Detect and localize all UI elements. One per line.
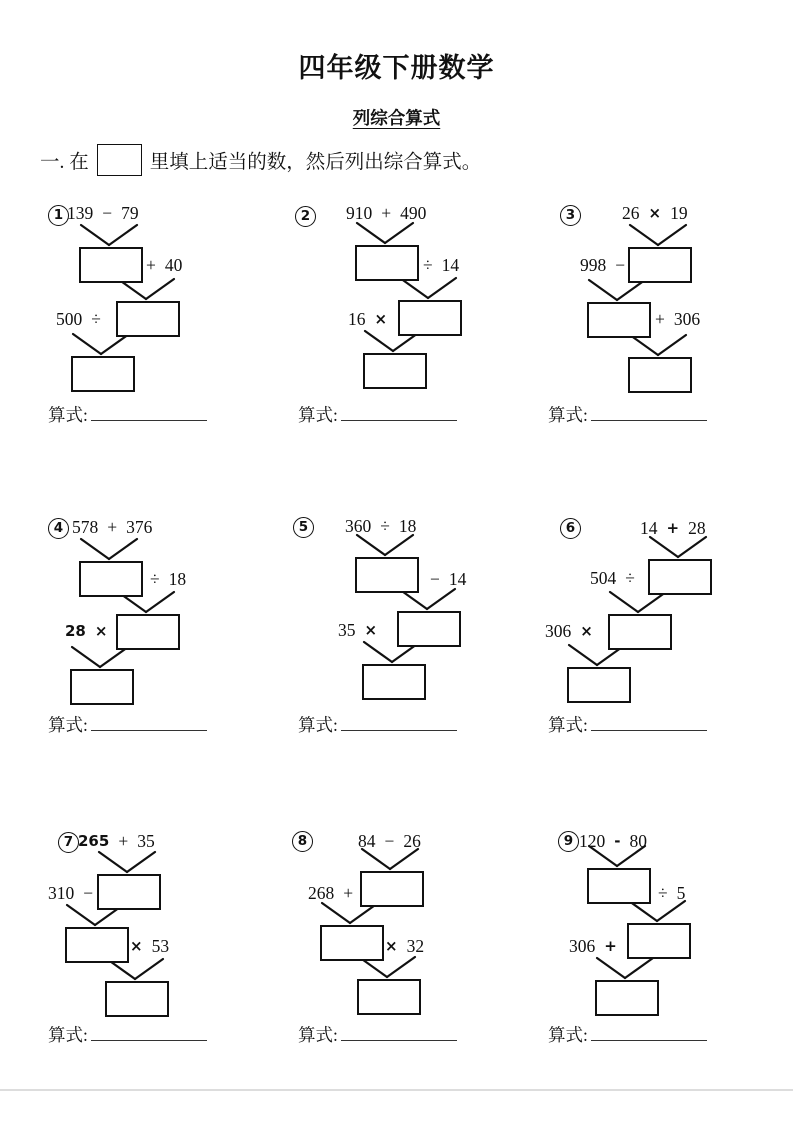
problem-expression <box>345 518 416 536</box>
blank-box-2[interactable] <box>65 927 129 963</box>
operation-segment: 998 <box>580 255 607 275</box>
operation-segment: + <box>604 937 617 955</box>
blank-box-2[interactable] <box>398 300 462 336</box>
problem-expression <box>640 520 706 538</box>
operation-label-1 <box>590 570 635 588</box>
blank-box-1[interactable] <box>355 245 419 281</box>
problem-number-badge: 3 <box>560 205 581 226</box>
expression-segment: 376 <box>126 517 153 537</box>
blank-box-1[interactable] <box>79 561 143 597</box>
blank-box-1[interactable] <box>648 559 712 595</box>
operation-segment: 14 <box>448 569 467 589</box>
expression-segment: 80 <box>629 831 647 851</box>
operation-label-2 <box>655 311 700 329</box>
answer-line <box>548 712 707 737</box>
operation-segment: 53 <box>151 936 170 956</box>
instruction-example-blank-box <box>97 144 142 176</box>
answer-label: 算式: <box>298 1025 338 1045</box>
expression-segment: + <box>118 831 129 851</box>
problem-number-badge: 2 <box>295 206 316 227</box>
operation-segment: 35 <box>338 620 356 640</box>
blank-box-3[interactable] <box>363 353 427 389</box>
expression-segment: - <box>614 832 621 850</box>
expression-segment: × <box>648 204 662 222</box>
blank-box-3[interactable] <box>595 980 659 1016</box>
answer-label: 算式: <box>48 715 88 735</box>
operation-label-2 <box>130 938 169 956</box>
expression-segment: + <box>107 517 118 537</box>
expression-segment: 910 <box>346 203 373 223</box>
operation-segment: ÷ <box>625 568 635 588</box>
blank-box-1[interactable] <box>355 557 419 593</box>
expression-segment: 120 <box>579 831 606 851</box>
operation-segment: − <box>615 255 626 275</box>
operation-segment: − <box>83 883 94 903</box>
operation-segment: + <box>343 883 354 903</box>
problem-expression <box>622 205 688 223</box>
operation-segment: 306 <box>673 309 701 329</box>
problem-expression <box>67 205 139 223</box>
expression-segment: 26 <box>403 831 421 851</box>
answer-label: 算式: <box>298 715 338 735</box>
blank-box-1[interactable] <box>97 874 161 910</box>
expression-segment: 490 <box>400 203 427 223</box>
answer-line <box>48 402 207 427</box>
problem-cell-7 <box>40 815 292 1067</box>
answer-write-line[interactable] <box>341 1026 457 1041</box>
answer-line <box>48 1022 207 1047</box>
problem-cell-1 <box>40 195 292 447</box>
expression-segment: 28 <box>688 518 706 538</box>
answer-label: 算式: <box>548 1025 588 1045</box>
operation-segment: ÷ <box>150 569 160 589</box>
blank-box-2[interactable] <box>397 611 461 647</box>
operation-segment: 306 <box>545 621 572 641</box>
expression-segment: + <box>381 203 392 223</box>
operation-label-1 <box>580 257 625 275</box>
expression-segment: 79 <box>121 203 139 223</box>
answer-write-line[interactable] <box>341 406 457 421</box>
problem-number-badge: 8 <box>292 831 313 852</box>
answer-line <box>298 712 457 737</box>
answer-write-line[interactable] <box>91 406 207 421</box>
operation-segment: 14 <box>441 255 460 275</box>
operation-segment: + <box>146 255 156 275</box>
operation-segment: 16 <box>348 309 366 329</box>
operation-segment: 40 <box>164 255 183 275</box>
operation-label-1 <box>658 885 685 903</box>
problem-cell-3 <box>540 195 792 447</box>
operation-segment: 18 <box>168 569 187 589</box>
operation-label-2 <box>56 311 101 329</box>
expression-segment: 26 <box>622 203 640 223</box>
expression-segment: 578 <box>72 517 99 537</box>
answer-line <box>48 712 207 737</box>
operation-label-2 <box>348 311 387 329</box>
blank-box-3[interactable] <box>628 357 692 393</box>
page-bottom-divider <box>0 1089 793 1091</box>
blank-box-2[interactable] <box>320 925 384 961</box>
operation-label-1 <box>423 257 459 275</box>
operation-label-1 <box>48 885 93 903</box>
problem-number-badge: 7 <box>58 832 79 853</box>
page-title: 四年级下册数学 <box>298 53 495 83</box>
blank-box-3[interactable] <box>71 356 135 392</box>
instruction-prefix: 一. 在 <box>40 152 89 173</box>
operation-label-2 <box>545 623 593 641</box>
expression-segment: 18 <box>398 516 417 536</box>
blank-box-2[interactable] <box>608 614 672 650</box>
expression-segment: 35 <box>137 831 155 851</box>
operation-segment: + <box>655 309 665 329</box>
operation-segment: × <box>364 621 378 639</box>
operation-segment: 504 <box>590 568 617 588</box>
problem-cell-8 <box>290 815 542 1067</box>
problem-cell-6 <box>540 505 792 757</box>
operation-segment: × <box>374 310 388 328</box>
blank-box-3[interactable] <box>567 667 631 703</box>
blank-box-2[interactable] <box>116 301 180 337</box>
expression-segment: 84 <box>358 831 376 851</box>
problem-number-badge: 5 <box>293 517 314 538</box>
operation-label-1 <box>430 571 466 589</box>
operation-label-1 <box>146 257 182 275</box>
blank-box-3[interactable] <box>105 981 169 1017</box>
answer-write-line[interactable] <box>591 716 707 731</box>
blank-box-3[interactable] <box>362 664 426 700</box>
answer-label: 算式: <box>548 715 588 735</box>
operation-segment: 310 <box>48 883 75 903</box>
answer-label: 算式: <box>548 405 588 425</box>
answer-line <box>548 402 707 427</box>
problem-expression <box>78 833 155 851</box>
blank-box-2[interactable] <box>587 302 651 338</box>
answer-line <box>548 1022 707 1047</box>
operation-segment: × <box>94 622 108 640</box>
operation-segment: ÷ <box>91 309 101 329</box>
expression-segment: 139 <box>67 203 94 223</box>
blank-box-1[interactable] <box>587 868 651 904</box>
blank-box-1[interactable] <box>628 247 692 283</box>
expression-segment: + <box>666 519 680 537</box>
operation-segment: 32 <box>406 936 425 956</box>
operation-label-2 <box>385 938 424 956</box>
blank-box-2[interactable] <box>116 614 180 650</box>
blank-box-3[interactable] <box>357 979 421 1015</box>
answer-write-line[interactable] <box>591 406 707 421</box>
expression-segment: 265 <box>78 832 110 850</box>
problem-number-badge: 4 <box>48 518 69 539</box>
problem-expression <box>358 833 421 851</box>
problem-expression <box>579 833 647 851</box>
answer-label: 算式: <box>298 405 338 425</box>
problem-number-badge: 9 <box>558 831 579 852</box>
answer-line <box>298 1022 457 1047</box>
operation-segment: 500 <box>56 309 83 329</box>
operation-segment: × <box>385 937 398 955</box>
operation-segment: 5 <box>676 883 686 903</box>
expression-segment: ÷ <box>380 516 390 536</box>
instruction-line <box>40 143 481 177</box>
answer-write-line[interactable] <box>591 1026 707 1041</box>
problem-cell-2 <box>290 195 542 447</box>
operation-segment: 306 <box>569 936 596 956</box>
problem-number-badge: 6 <box>560 518 581 539</box>
problem-expression <box>346 205 426 223</box>
operation-segment: ÷ <box>658 883 668 903</box>
answer-write-line[interactable] <box>91 716 207 731</box>
answer-label: 算式: <box>48 405 88 425</box>
instruction-suffix: 里填上适当的数，然后列出综合算式。 <box>149 152 482 173</box>
operation-label-1 <box>308 885 353 903</box>
expression-segment: − <box>102 203 113 223</box>
expression-segment: − <box>384 831 395 851</box>
problem-cell-9 <box>540 815 792 1067</box>
operation-segment: − <box>430 569 440 589</box>
answer-write-line[interactable] <box>91 1026 207 1041</box>
problem-cell-4 <box>40 505 292 757</box>
problem-number-badge: 1 <box>48 205 69 226</box>
operation-label-2 <box>569 938 617 956</box>
operation-segment: × <box>580 622 593 640</box>
expression-segment: 14 <box>640 518 658 538</box>
operation-segment: 268 <box>308 883 335 903</box>
operation-label-2 <box>65 623 107 641</box>
blank-box-1[interactable] <box>79 247 143 283</box>
operation-label-1 <box>150 571 186 589</box>
blank-box-1[interactable] <box>360 871 424 907</box>
operation-label-2 <box>338 622 377 640</box>
problem-cell-5 <box>290 505 542 757</box>
answer-line <box>298 402 457 427</box>
operation-segment: × <box>130 937 143 955</box>
expression-segment: 19 <box>670 203 688 223</box>
blank-box-2[interactable] <box>627 923 691 959</box>
expression-segment: 360 <box>345 516 372 536</box>
operation-segment: 28 <box>65 622 86 640</box>
answer-label: 算式: <box>48 1025 88 1045</box>
operation-segment: ÷ <box>423 255 433 275</box>
blank-box-3[interactable] <box>70 669 134 705</box>
problem-expression <box>72 519 152 537</box>
section-title: 列综合算式 <box>352 108 441 128</box>
answer-write-line[interactable] <box>341 716 457 731</box>
